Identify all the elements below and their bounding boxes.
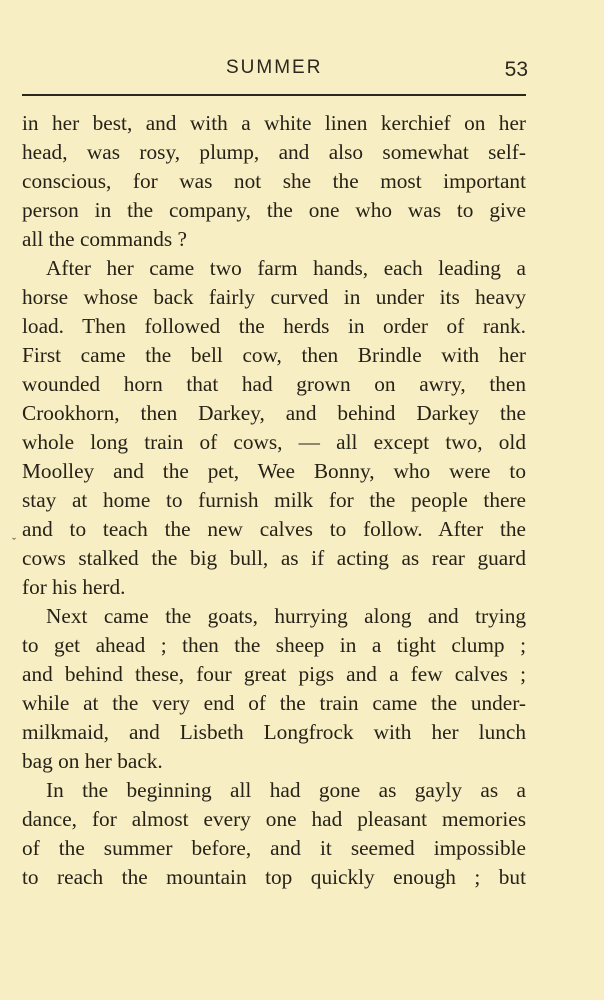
text-line: for his herd.	[22, 575, 126, 599]
body-text	[22, 109, 526, 892]
text-line: milkmaid, and Lisbeth Longfrock with her lunch	[22, 720, 526, 744]
text-line: dance, for almost every one had pleasant memories	[22, 807, 526, 831]
text-line: to get ahead ; then the sheep in a tight clump ;	[22, 633, 526, 657]
text-line: stay at home to furnish milk for the people there	[22, 488, 526, 512]
text-line: of the summer before, and it seemed impossible	[22, 836, 526, 860]
text-line: while at the very end of the train came the under-	[22, 691, 526, 715]
paragraph-first-line: After her came two farm hands, each leading a	[46, 256, 526, 280]
text-line: conscious, for was not she the most important	[22, 169, 526, 193]
text-line: cows stalked the big bull, as if acting as rear guard	[22, 546, 526, 570]
text-line: in her best, and with a white linen kerchief on her	[22, 111, 526, 135]
page-number: 53	[504, 58, 528, 81]
running-head	[0, 55, 604, 85]
text-line: and behind these, four great pigs and a few calves ;	[22, 662, 526, 686]
text-line: horse whose back fairly curved in under its heavy	[22, 285, 526, 309]
text-line: Crookhorn, then Darkey, and behind Darkey the	[22, 401, 526, 425]
text-line: First came the bell cow, then Brindle with her	[22, 343, 526, 367]
text-line: Moolley and the pet, Wee Bonny, who were to	[22, 459, 526, 483]
text-line: person in the company, the one who was to give	[22, 198, 526, 222]
text-line: to reach the mountain top quickly enough ; but	[22, 865, 526, 889]
text-line: and to teach the new calves to follow. After the	[22, 517, 526, 541]
text-line: bag on her back.	[22, 749, 163, 773]
text-line: head, was rosy, plump, and also somewhat self-	[22, 140, 526, 164]
text-line: load. Then followed the herds in order of rank.	[22, 314, 526, 338]
header-rule	[22, 94, 526, 96]
paragraph-first-line: In the beginning all had gone as gayly as a	[46, 778, 526, 802]
text-line: all the commands ?	[22, 227, 187, 251]
text-line: whole long train of cows, — all except two, old	[22, 430, 526, 454]
running-title: SUMMER	[226, 57, 323, 78]
stray-print-mark: ˇ	[12, 535, 16, 549]
paragraph-first-line: Next came the goats, hurrying along and trying	[46, 604, 526, 628]
text-line: wounded horn that had grown on awry, then	[22, 372, 526, 396]
